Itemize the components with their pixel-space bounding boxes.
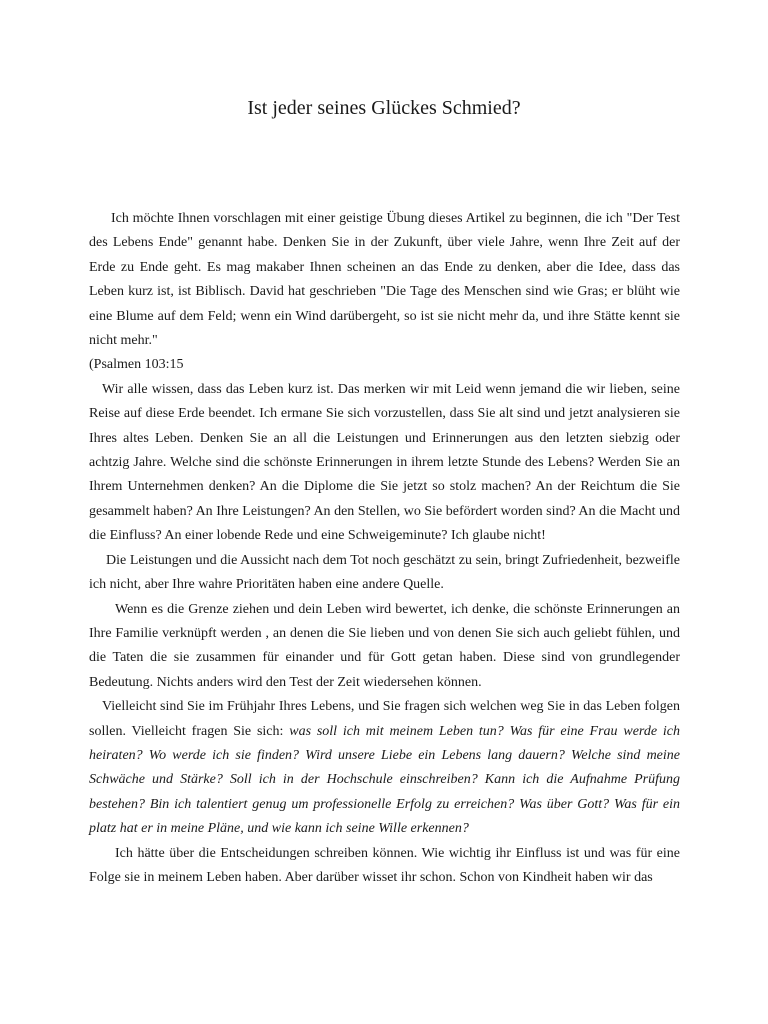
paragraph-intro: Ich möchte Ihnen vorschlagen mit einer geistige Übung dieses Artikel zu beginnen, die ich "Der Test des Lebens Ende" genannt habe. Denken Sie in der Zukunft, über viele Jahre, wenn Ihre Zeit auf der Erde zu Ende geht. Es mag makaber Ihnen scheinen an das Ende zu denken, aber die Idee, dass das Leben kurz ist, ist Biblisch. David hat geschrieben "Die Tage des Menschen sind wie Gras; er blüht wie eine Blume auf dem Feld; wenn ein Wind darübergeht, so ist sie nicht mehr da, und ihre Stätte kennt sie nicht mehr." (89, 211, 680, 349)
paragraph-family: Wenn es die Grenze ziehen und dein Leben wird bewertet, ich denke, die schönste Erinnerungen an Ihre Familie verknüpft werden , an denen die Sie lieben und von denen Sie sich auch geliebt fühlen, und die Taten die sie zusammen für einander und für Gott getan haben. Diese sind von grundlegender Bedeutung. Nichts anders wird den Test der Zeit wiedersehen können. (89, 601, 680, 690)
paragraph-citation: (Psalmen 103:15 (89, 357, 184, 373)
document-title: Ist jeder seines Glückes Schmied? (247, 97, 521, 119)
document-body (89, 207, 680, 890)
paragraph-life-is-short: Wir alle wissen, dass das Leben kurz ist. Das merken wir mit Leid wenn jemand die wir lieben, seine Reise auf diese Erde beendet. Ich ermane Sie sich vorzustellen, dass Sie alt sind und jetzt analysieren sie Ihres altes Leben. Denken Sie an all die Leistungen und Erinnerungen aus den letzten siebzig oder achtzig Jahre. Welche sind die schönste Erinnerungen in ihrem letzte Stunde des Lebens? Werden Sie an Ihrem Unternehmen denken? An die Diplome die Sie jetzt so stolz machen? An der Reichtum die Sie gesammelt haben? An Ihre Leistungen? An den Stellen, wo Sie befördert worden sind? An die Macht und die Einfluss? An einer lobende Rede und eine Schweigeminute? Ich glaube nicht! (89, 381, 680, 544)
paragraph-spring-text: Vielleicht sind Sie im Frühjahr Ihres Lebens, und Sie fragen sich welchen weg Sie in das Leben folgen sollen. Vielleicht fragen Sie sich: (89, 699, 680, 739)
paragraph-spring-of-life (89, 695, 680, 841)
paragraph-decisions: Ich hätte über die Entscheidungen schreiben können. Wie wichtig ihr Einfluss ist und was für eine Folge sie in meinem Leben haben. Aber darüber wisset ihr schon. Schon von Kindheit haben wir das (89, 845, 680, 885)
paragraph-achievements: Die Leistungen und die Aussicht nach dem Tot noch geschätzt zu sein, bringt Zufriedenheit, bezweifle ich nicht, aber Ihre wahre Prioritäten haben eine andere Quelle. (89, 552, 680, 593)
paragraph-spring-questions: was soll ich mit meinem Leben tun? Was für eine Frau werde ich heiraten? Wo werde ich sie finden? Wird unsere Liebe ein Lebens lang dauern? Welche sind meine Schwäche und Stärke? Soll ich in der Hochschule einschreiben? Kann ich die Aufnahme Prüfung bestehen? Bin ich talentiert genug um professionelle Erfolg zu erreichen? Was über Gott? Was für ein platz hat er in meine Pläne, und wie kann ich seine Wille erkennen? (89, 723, 680, 837)
